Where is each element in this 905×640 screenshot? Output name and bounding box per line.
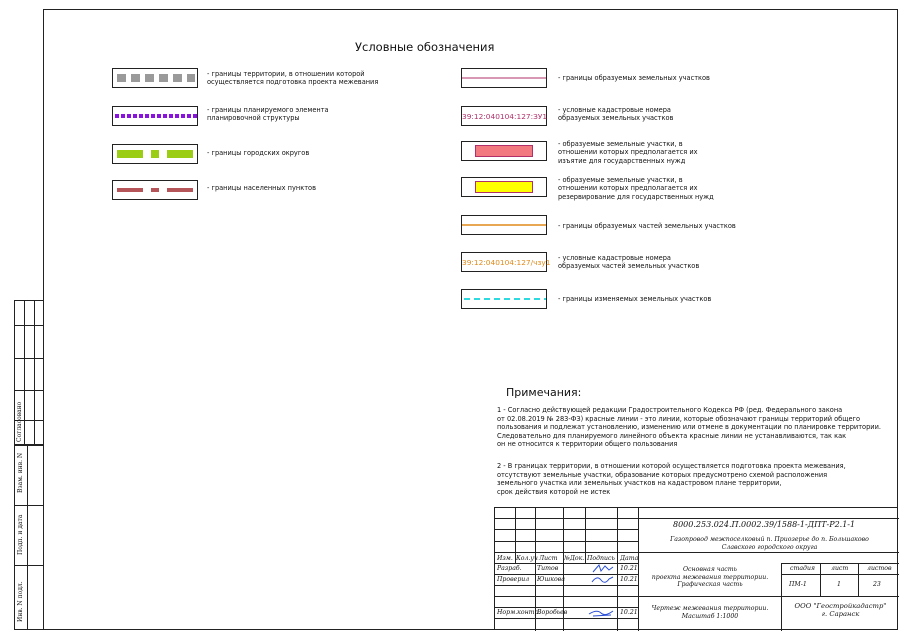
legend-label-parcel-parts: - границы образуемых частей земельных участков [558, 222, 736, 230]
header-qty: Кол.уч [516, 555, 538, 562]
legend-swatch-changed-parcels [461, 289, 547, 309]
document-code: 8000.253.024.П.0002.39/1588-1-ДПТ-Р2.1-1 [673, 520, 856, 529]
name-norm-control: Воробьев [537, 609, 568, 616]
header-signature: Подпись [587, 555, 615, 562]
legend-swatch-reservation [461, 177, 547, 197]
date-developer: 10.21 [620, 565, 638, 572]
col-sheets: листов [867, 565, 892, 572]
legend-label-seizure: - образуемые земельные участки, в отношении которых предполагается их изъятие для государственных нужд [558, 140, 698, 165]
name-checker: Юшкова [537, 576, 565, 583]
header-change: Изм. [497, 555, 513, 562]
legend-label-reservation: - образуемые земельные участки, в отношении которых предполагается их резервирование для государственных нужд [558, 176, 714, 201]
signature-checker [589, 574, 615, 585]
legend-swatch-parcel-code [461, 106, 547, 126]
legend-label-planning-element: - границы планируемого элемента планировочной структуры [207, 106, 329, 123]
col-sheet: лист [831, 565, 849, 572]
legend-code-parcel: 39:12:040104:127:ЗУ1 [462, 112, 548, 121]
note-1: 1 - Согласно действующей редакции Градостроительного Кодекса РФ (ред. Федерального закона от 02.08.2019 № 283-ФЗ) красные линии - это линии, которые обозначают границы территорий общего пользования и подлежат установлению, изменению или отмене в документации по планировке территории. Следовательно для планируемого линейного объекта красные линии не устанавливаются, так как он не относится к территории общего пользования [497, 406, 881, 449]
side-label-inventory: Инв. N подл. [17, 581, 24, 622]
legend-label-settlements: - границы населенных пунктов [207, 184, 316, 192]
legend-label-part-code: - условные кадастровые номера образуемых частей земельных участков [558, 254, 700, 271]
legend-swatch-territory-border [112, 68, 198, 88]
legend-swatch-formed-parcels [461, 68, 547, 88]
legend-swatch-seizure [461, 141, 547, 161]
role-norm-control: Норм.контр. [497, 609, 541, 616]
legend-title: Условные обозначения [355, 40, 495, 54]
sheets-value: 23 [873, 581, 881, 588]
header-sheet: Лист [539, 555, 558, 562]
part-title: Основная часть проекта межевания территории. Графическая часть [651, 566, 769, 589]
legend-swatch-settlements [112, 180, 198, 200]
date-checker: 10.21 [620, 576, 638, 583]
legend-swatch-planning-element [112, 106, 198, 126]
note-2: 2 - В границах территории, в отношении которой осуществляется подготовка проекта межевания, отсутствуют земельные участки, образование которых предусмотрено схемой расположения земельного участка или земельных участков на кадастровом плане территории, срок действия которой не истек [497, 462, 846, 496]
legend-label-parcel-code: - условные кадастровые номера образуемых земельных участков [558, 106, 674, 123]
role-developer: Разраб. [497, 565, 522, 572]
role-checker: Проверил [497, 576, 530, 583]
legend-label-changed-parcels: - границы изменяемых земельных участков [558, 295, 712, 303]
organization: ООО "Геостройкадастр" г. Саранск [794, 602, 887, 618]
legend-swatch-parcel-parts [461, 215, 547, 235]
drawing-title: Чертеж межевания территории. Масштаб 1:1000 [651, 605, 769, 620]
legend-label-city-districts: - границы городских округов [207, 149, 310, 157]
notes-heading: Примечания: [506, 386, 582, 399]
legend-swatch-city-districts [112, 144, 198, 164]
signature-developer [591, 563, 615, 574]
side-label-replace: Взам. инв. N [17, 452, 24, 493]
signature-norm-control [587, 607, 615, 618]
sheet-value: 1 [837, 581, 841, 588]
header-date: Дата [620, 555, 639, 562]
name-developer: Титов [537, 565, 559, 572]
legend-swatch-part-code [461, 252, 551, 272]
header-docno: №Док. [564, 555, 585, 562]
title-block [494, 507, 898, 630]
legend-label-territory-border: - границы территории, в отношении которой осуществляется подготовка проекта межевания [207, 70, 379, 87]
legend-code-part: 39:12:040104:127/чзу1 [462, 258, 551, 267]
date-norm-control: 10.21 [620, 609, 638, 616]
project-name: Газопровод межпоселковый п. Приозерье до п. Большаково Славского городского округа [670, 536, 869, 551]
side-label-sign-date: Подп. и дата [17, 514, 24, 555]
legend-label-formed-parcels: - границы образуемых земельных участков [558, 74, 710, 82]
col-stage: стадия [790, 565, 816, 572]
stage-value: ПМ-1 [789, 581, 807, 588]
side-label-agreed: Согласовано [16, 401, 23, 442]
